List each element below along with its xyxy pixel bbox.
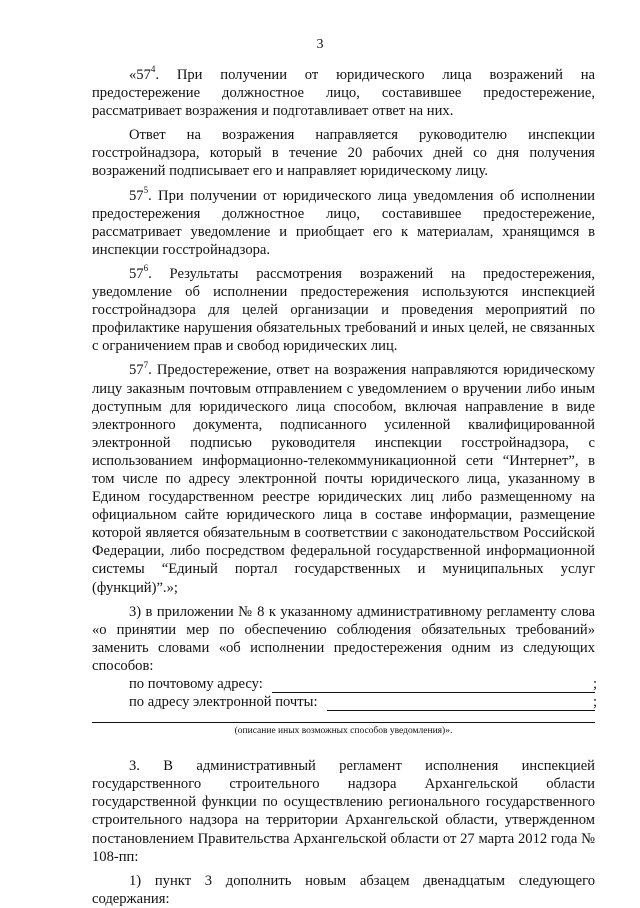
paragraph-text: . При получении от юридического лица уведомления об исполнении предостережения должностное лицо, составившее предостережение, рассматривает уведомление и приобщает его к материалам, хранящимся в инспекции госстройнадзора. xyxy=(92,187,595,258)
postal-address-row xyxy=(92,675,595,693)
item-superscript: 4 xyxy=(150,64,156,75)
item-number: 57 xyxy=(129,362,144,379)
email-address-semicolon: ; xyxy=(592,694,597,711)
paragraph-text: . При получении от юридического лица возражений на предостережение должностное лицо, составившее предостережение, рассматривает возражения и подготавливает ответ на них. xyxy=(92,67,595,120)
paragraph-text: . Результаты рассмотрения возражений на предостережения, уведомление об исполнении предостережения используются инспекцией госстройнадзора для целей организации и проведения мероприятий по профилактике нарушения обязательных требований и иных целей, не связанных с ограничением прав и свобод юридических лиц. xyxy=(92,265,595,355)
item-number: 57 xyxy=(129,187,144,204)
item-superscript: 5 xyxy=(143,184,149,195)
paragraph-57-6 xyxy=(92,265,595,355)
item-number: «57 xyxy=(129,67,151,83)
other-methods-blank-line xyxy=(92,712,595,723)
section-3: 3. В административный регламент исполнения инспекцией государственного строительного надзора Архангельской области государственной функции по осуществлению регионального государственного строительного надзора на территории Архангельской области, утвержденном постановлением Правительства Архангельской области от 27 марта 2012 года № 108-пп: xyxy=(92,758,595,865)
paragraph-57-4 xyxy=(92,66,595,120)
paragraph-text: . Предостережение, ответ на возражения направляются юридическому лицу заказным почтовым отправлением с уведомлением о вручении либо иным доступным для юридического лица способом, включая направление в виде электронного документа, подписанного усиленной квалифицированной электронной подписью руководителя инспекции госстройнадзора, с использованием информационно-телекоммуникационной сети “Интернет”, в том числе по адресу электронной почты юридического лица, указанному в Едином государственном реестре юридических лиц либо размещенному на официальном сайте юридического лица в составе информации, размещение которой является обязательным в соответствии с законодательством Российской Федерации, либо посредством федеральной государственной информационной системы “Единый портал государственных и муниципальных услуг (функций)”.»; xyxy=(92,362,595,596)
email-address-label: по адресу электронной почты: xyxy=(129,694,318,711)
paragraph-57-5 xyxy=(92,184,595,259)
item-superscript: 7 xyxy=(143,359,149,370)
item-number: 57 xyxy=(129,265,144,282)
paragraph-57-4-reply: Ответ на возражения направляется руководителю инспекции госстройнадзора, который в течение 20 рабочих дней со дня получения возражений подписывает его и направляет юридическому лицу. xyxy=(92,127,595,180)
email-address-blank-line xyxy=(327,693,595,711)
document-body xyxy=(92,66,595,908)
postal-address-blank-line xyxy=(272,675,595,693)
postal-address-semicolon: ; xyxy=(592,676,597,692)
other-methods-caption: (описание иных возможных способов уведомления)». xyxy=(234,726,453,737)
item-superscript: 6 xyxy=(143,263,149,274)
paragraph-item-3: 3) в приложении № 8 к указанному административному регламенту слова «о принятии мер по обеспечению соблюдения обязательных требований» заменить словами «об исполнении предостережения одним из следующих способов: xyxy=(92,603,595,674)
page-number: 3 xyxy=(316,37,324,52)
section-3-item-1: 1) пункт 3 дополнить новым абзацем двенадцатым следующего содержания: xyxy=(92,872,595,907)
paragraph-57-7 xyxy=(92,361,595,596)
email-address-row xyxy=(92,693,595,711)
postal-address-label: по почтовому адресу: xyxy=(129,676,263,692)
